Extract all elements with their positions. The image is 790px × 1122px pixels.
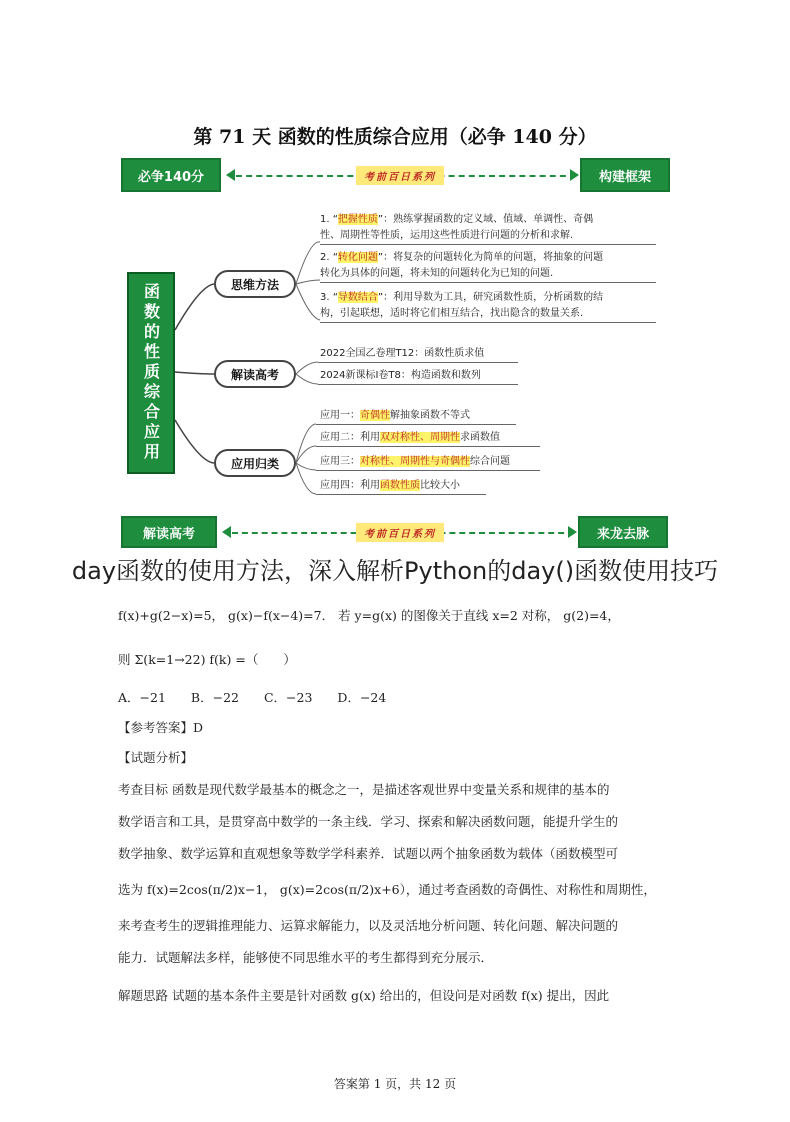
analysis-paragraph: 来考查考生的逻辑推理能力、运算求解能力，以及灵活地分析问题、转化问题、解决问题的: [118, 918, 619, 933]
leaf-app-4: 应用四：利用函数性质比较大小: [320, 480, 460, 491]
page-footer: 答案第 1 页，共 12 页: [333, 1077, 457, 1091]
arrow-left-icon: [222, 526, 231, 538]
highlight: 对称性、周期性与奇偶性: [360, 456, 470, 467]
branch-application: 应用归类: [214, 449, 296, 477]
page-title: 第 71 天 函数的性质综合应用（必争 140 分）: [193, 126, 597, 148]
highlight: 导数结合: [337, 292, 378, 303]
bottom-left-badge: 解读高考: [121, 516, 217, 548]
series-stamp: 考前百日系列: [356, 166, 444, 185]
branch-thinking-method: 思维方法: [214, 270, 296, 298]
reference-answer: 【参考答案】D: [118, 720, 204, 735]
series-stamp: 考前百日系列: [356, 523, 444, 542]
leaf-underline: [320, 282, 656, 283]
arrow-right-icon: [568, 526, 577, 538]
leaf-thinking-1: 1. “把握性质”：熟练掌握函数的定义域、值域、单调性、奇偶 性、周期性等性质，运用这些性质进行问题的分析和求解.: [320, 214, 594, 241]
top-left-badge: 必争140分: [121, 158, 221, 192]
arrow-left-icon: [226, 169, 235, 181]
leaf-app-2: 应用二：利用双对称性、周期性求函数值: [320, 432, 500, 443]
leaf-underline: [320, 244, 656, 245]
leaf-thinking-2: 2. “转化问题”：将复杂的问题转化为简单的问题，将抽象的问题 转化为具体的问题，将未知的问题转化为已知的问题.: [320, 252, 604, 279]
branch-exam-reading: 解读高考: [214, 360, 296, 388]
analysis-paragraph: 能力．试题解法多样，能够使不同思维水平的考生都得到充分展示．: [118, 950, 494, 965]
mindmap-center-node: 函数的性质综合应用: [127, 272, 175, 474]
problem-condition: f(x)+g(2−x)=5， g(x)−f(x−4)=7． 若 y=g(x) 的图像关于直线 x=2 对称， g(2)=4，: [118, 608, 620, 623]
bottom-right-badge: 来龙去脉: [578, 516, 668, 548]
analysis-paragraph: 数学语言和工具，是贯穿高中数学的一条主线．学习、探索和解决函数问题，能提升学生的: [118, 814, 619, 829]
highlight: 双对称性、周期性: [380, 432, 460, 443]
highlight: 奇偶性: [360, 410, 390, 421]
highlight: 转化问题: [337, 252, 378, 263]
overlay-title: day函数的使用方法，深入解析Python的day()函数使用技巧: [0, 551, 790, 586]
arrow-right-icon: [570, 169, 579, 181]
leaf-underline: [316, 446, 540, 447]
leaf-underline: [318, 384, 518, 385]
leaf-app-1: 应用一：奇偶性解抽象函数不等式: [320, 410, 470, 421]
analysis-paragraph: 数学抽象、数学运算和直观想象等数学学科素养．试题以两个抽象函数为载体（函数模型可: [118, 846, 619, 861]
leaf-underline: [318, 362, 518, 363]
highlight: 把握性质: [337, 214, 378, 225]
leaf-exam-2: 2024新课标Ⅰ卷T8：构造函数和数列: [320, 370, 481, 381]
leaf-underline: [316, 494, 486, 495]
problem-options: A．−21 B．−22 C．−23 D．−24: [118, 690, 387, 705]
leaf-exam-1: 2022全国乙卷理T12：函数性质求值: [320, 348, 485, 359]
leaf-app-3: 应用三：对称性、周期性与奇偶性综合问题: [320, 456, 510, 467]
leaf-underline: [320, 322, 656, 323]
leaf-thinking-3: 3. “导数结合”：利用导数为工具，研究函数性质，分析函数的结 构，引起联想，适时将它们相互结合，找出隐含的数量关系.: [320, 292, 604, 319]
top-right-badge: 构建框架: [580, 158, 670, 192]
analysis-paragraph: 考查目标 函数是现代数学最基本的概念之一，是描述客观世界中变量关系和规律的基本的: [118, 782, 610, 797]
problem-question: 则 Σ(k=1→22) f(k) =（ ）: [118, 652, 296, 667]
highlight: 函数性质: [380, 480, 420, 491]
leaf-underline: [316, 424, 516, 425]
analysis-paragraph: 选为 f(x)=2cos(π/2)x−1， g(x)=2cos(π/2)x+6），通过考查函数的奇偶性、对称性和周期性，: [118, 882, 656, 897]
analysis-paragraph: 解题思路 试题的基本条件主要是针对函数 g(x) 给出的，但设问是对函数 f(x) 提出，因此: [118, 988, 610, 1003]
leaf-underline: [316, 470, 540, 471]
analysis-heading: 【试题分析】: [118, 750, 194, 765]
